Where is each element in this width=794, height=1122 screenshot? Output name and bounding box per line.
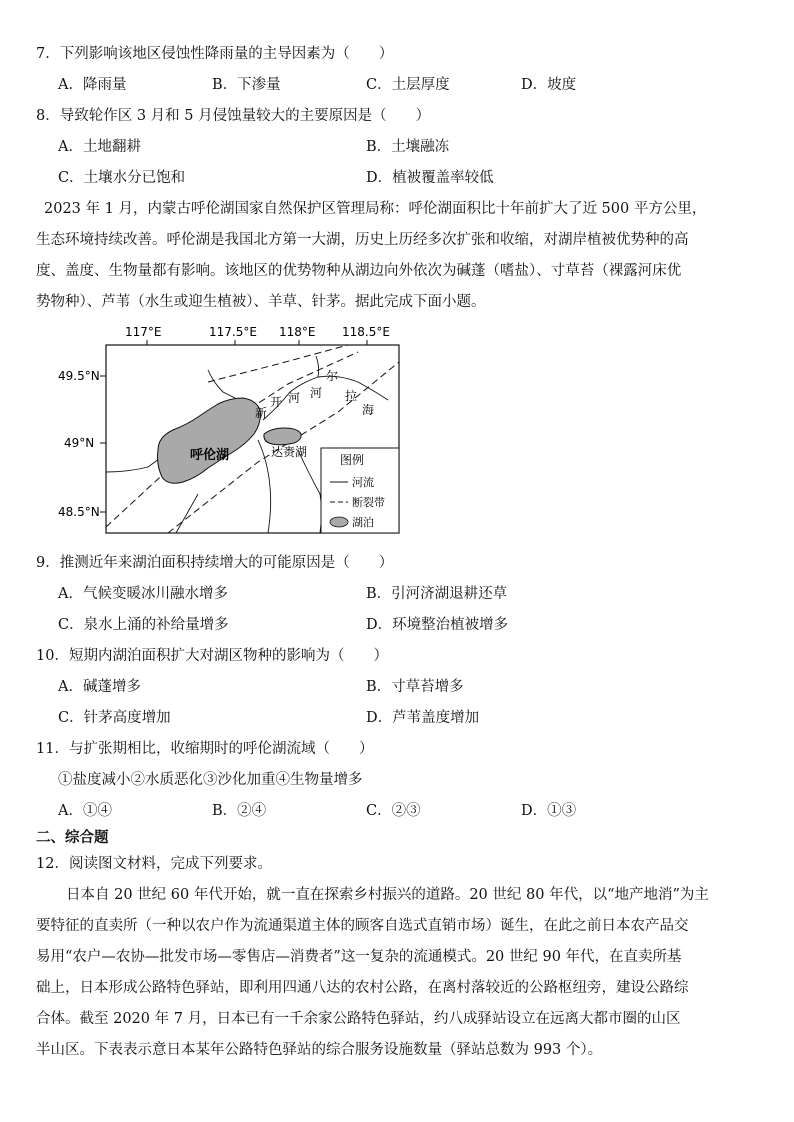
q11-option-d: D．①③	[521, 803, 577, 819]
q9-option-a: A．气候变暖冰川融水增多	[58, 586, 228, 602]
lon-label-118-5: 118.5°E	[342, 325, 390, 339]
q12-stem: 12．阅读图文材料，完成下列要求。	[36, 856, 272, 872]
q8-option-d: D．植被覆盖率较低	[366, 170, 494, 186]
q8-option-a: A．土地翻耕	[58, 139, 141, 155]
map-legend	[321, 448, 399, 533]
dalai-lake-label: 达赉湖	[271, 445, 308, 459]
q11-option-b: B．②④	[212, 803, 267, 819]
q7-option-a: A．降雨量	[58, 77, 127, 93]
q11-items: ①盐度减小②水质恶化③沙化加重④生物量增多	[58, 772, 363, 788]
q9-stem: 9．推测近年来湖泊面积持续增大的可能原因是（ ）	[36, 555, 394, 571]
q12-line-1: 日本自 20 世纪 60 年代开始，就一直在探索乡村振兴的道路。20 世纪 80 年代，以“地产地消”为主	[66, 887, 709, 903]
q10-option-c: C．针茅高度增加	[58, 710, 171, 726]
q11-option-a: A．①④	[58, 803, 112, 819]
hulun-lake-map	[58, 322, 404, 538]
lon-label-117-5: 117.5°E	[209, 325, 257, 339]
legend-lake: 湖泊	[352, 516, 374, 529]
q9-option-c: C．泉水上涌的补给量增多	[58, 617, 229, 633]
q12-line-4: 础上，日本形成公路特色驿站，即利用四通八达的农村公路，在离村落较近的公路枢纽旁，建设公路综	[36, 980, 689, 996]
q12-line-5: 合体。截至 2020 年 7 月，日本已有一千余家公路特色驿站，约八成驿站设立在远离大都市圈的山区	[36, 1011, 681, 1027]
q11-option-c: C．②③	[366, 803, 421, 819]
passage-line-1: 2023 年 1 月，内蒙古呼伦湖国家自然保护区管理局称：呼伦湖面积比十年前扩大了近 500 平方公里，	[44, 201, 707, 217]
q9-option-d: D．环境整治植被增多	[366, 617, 509, 633]
passage-line-4: 势物种）、芦苇（水生或迎生植被）、羊草、针茅。据此完成下面小题。	[36, 294, 486, 310]
q7-option-c: C．土层厚度	[366, 77, 450, 93]
q7-option-b: B．下渗量	[212, 77, 281, 93]
xin-label: 新	[255, 406, 268, 420]
q11-stem: 11．与扩张期相比，收缩期时的呼伦湖流域（ ）	[36, 741, 374, 757]
river-char-hai: 海	[362, 403, 375, 417]
lon-label-117: 117°E	[125, 325, 162, 339]
passage-line-3: 度、盖度、生物量都有影响。该地区的优势物种从湖边向外依次为碱蓬（嗜盐）、寸草苔（裸露河床优	[36, 263, 682, 279]
legend-title: 图例	[340, 453, 365, 467]
q7-stem: 7．下列影响该地区侵蚀性降雨量的主导因素为（ ）	[36, 46, 394, 62]
q10-option-d: D．芦苇盖度增加	[366, 710, 480, 726]
lon-label-118: 118°E	[279, 325, 316, 339]
q7-option-d: D．坡度	[521, 77, 577, 93]
lat-label-49: 49°N	[64, 436, 95, 450]
q8-option-c: C．土壤水分已饱和	[58, 170, 186, 186]
river-char-he2: 河	[310, 386, 323, 400]
legend-lake-swatch	[330, 517, 348, 527]
q12-line-3: 易用“农户—农协—批发市场—零售店—消费者”这一复杂的流通模式。20 世纪 90 年代，在直卖所基	[36, 949, 682, 965]
lat-label-48-5: 48.5°N	[58, 505, 100, 519]
q8-stem: 8．导致轮作区 3 月和 5 月侵蚀量较大的主要原因是（ ）	[36, 108, 431, 124]
river-char-kai: 开	[270, 395, 283, 409]
q10-stem: 10．短期内湖泊面积扩大对湖区物种的影响为（ ）	[36, 648, 388, 664]
legend-river: 河流	[352, 476, 374, 489]
q9-option-b: B．引河济湖退耕还草	[366, 586, 508, 602]
q10-option-b: B．寸草苔增多	[366, 679, 464, 695]
lat-label-49-5: 49.5°N	[58, 369, 100, 383]
river-char-la: 拉	[345, 389, 358, 403]
q12-line-2: 要特征的直卖所（一种以农户作为流通渠道主体的顾客自选式直销市场）诞生，在此之前日本农产品交	[36, 918, 689, 934]
q12-line-6: 半山区。下表表示意日本某年公路特色驿站的综合服务设施数量（驿站总数为 993 个）。	[36, 1042, 603, 1058]
passage-line-2: 生态环境持续改善。呼伦湖是我国北方第一大湖，历史上历经多次扩张和收缩，对湖岸植被优势种的高	[36, 232, 689, 248]
q10-option-a: A．碱蓬增多	[58, 679, 141, 695]
river-char-er: 尔	[326, 369, 339, 383]
legend-fault: 断裂带	[352, 496, 385, 509]
section-2-title: 二、综合题	[36, 829, 109, 846]
river-char-he: 河	[288, 391, 301, 405]
q8-option-b: B．土壤融冻	[366, 139, 450, 155]
hulun-lake-label: 呼伦湖	[190, 448, 230, 463]
